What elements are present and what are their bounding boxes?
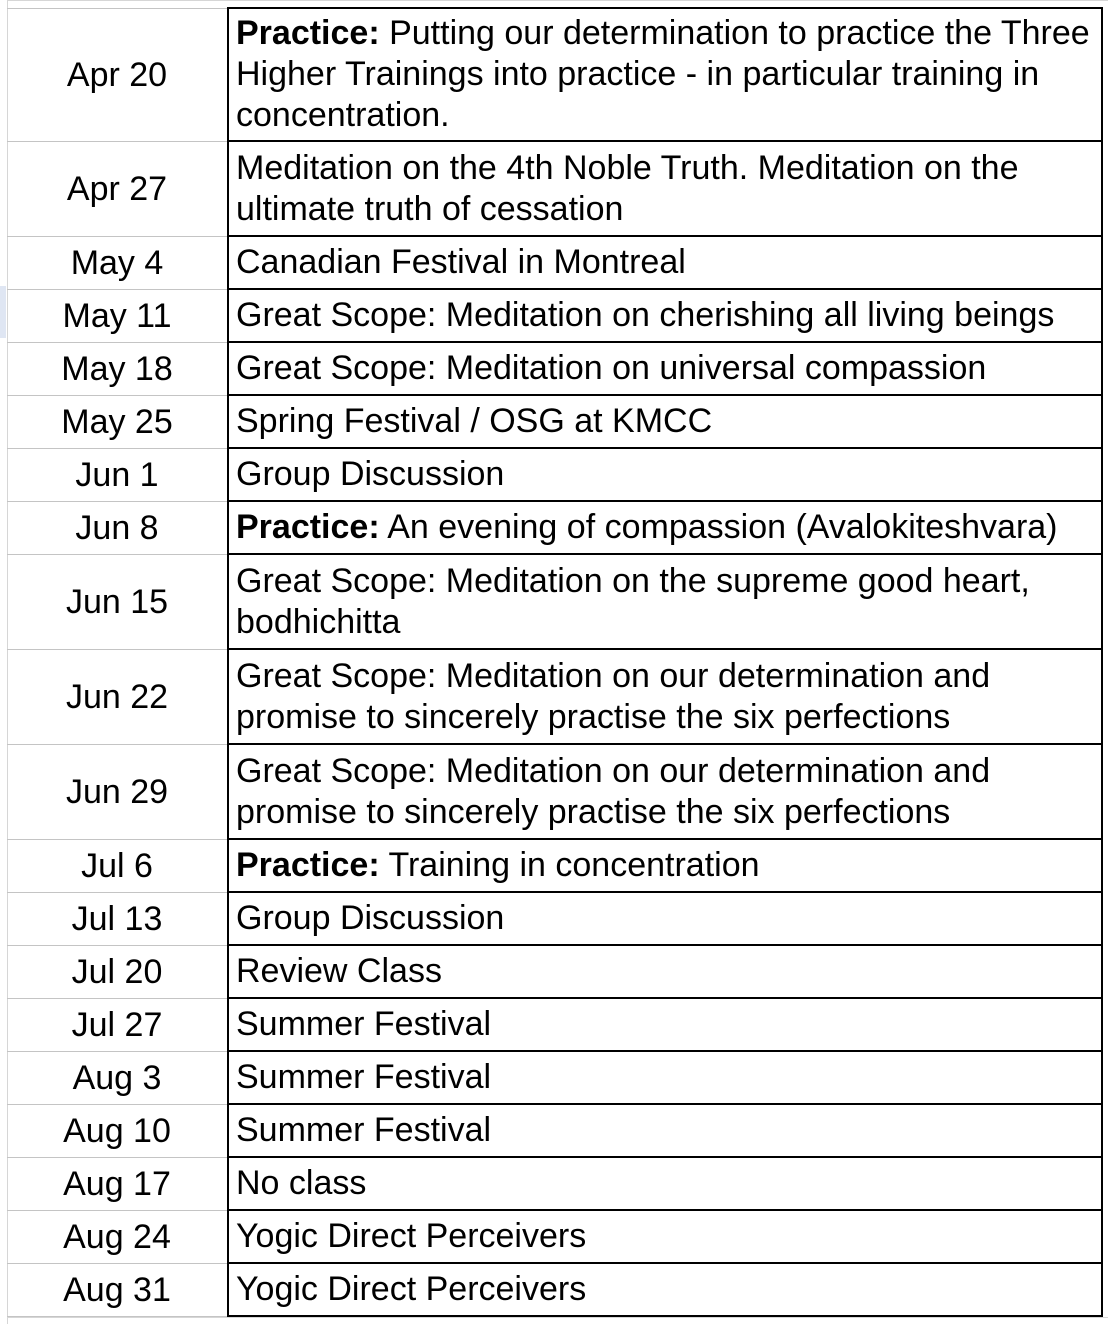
description-text: Training in concentration — [379, 846, 760, 884]
table-row[interactable] — [7, 342, 1102, 395]
date-cell[interactable]: Jun 22 — [7, 649, 228, 744]
description-cell[interactable] — [228, 501, 1102, 554]
description-text: Summer Festival — [236, 1058, 492, 1096]
description-cell[interactable] — [228, 1104, 1102, 1157]
date-cell[interactable]: May 11 — [7, 289, 228, 342]
date-cell[interactable]: May 18 — [7, 342, 228, 395]
description-text: An evening of compassion (Avalokiteshvara) — [379, 508, 1058, 546]
description-text: Yogic Direct Perceivers — [236, 1217, 587, 1255]
description-text: Great Scope: Meditation on cherishing all living beings — [236, 296, 1055, 334]
description-text: Great Scope: Meditation on our determination and promise to sincerely practise the six perfections — [236, 656, 991, 736]
description-text: Group Discussion — [236, 455, 505, 493]
date-cell[interactable]: Jul 20 — [7, 945, 228, 998]
date-cell[interactable]: Apr 27 — [7, 141, 228, 236]
date-cell[interactable]: May 4 — [7, 236, 228, 289]
description-cell[interactable] — [228, 649, 1102, 744]
description-text: Putting our determination to practice the Three Higher Trainings into practice - in particular training in concentration. — [236, 14, 1090, 134]
date-cell[interactable]: Jun 29 — [7, 744, 228, 839]
description-cell[interactable] — [228, 1263, 1102, 1316]
table-row[interactable] — [7, 1210, 1102, 1263]
table-row[interactable] — [7, 945, 1102, 998]
description-cell[interactable] — [228, 236, 1102, 289]
description-cell[interactable] — [228, 289, 1102, 342]
description-cell[interactable] — [228, 448, 1102, 501]
date-cell[interactable]: Aug 3 — [7, 1051, 228, 1104]
table-row[interactable] — [7, 1263, 1102, 1316]
date-cell[interactable]: Aug 10 — [7, 1104, 228, 1157]
description-cell[interactable] — [228, 998, 1102, 1051]
description-cell[interactable] — [228, 395, 1102, 448]
table-row[interactable] — [7, 1104, 1102, 1157]
description-text: Canadian Festival in Montreal — [236, 243, 686, 281]
date-cell[interactable]: Jun 1 — [7, 448, 228, 501]
table-row[interactable] — [7, 448, 1102, 501]
description-cell[interactable] — [228, 1157, 1102, 1210]
date-cell[interactable]: Jun 8 — [7, 501, 228, 554]
description-text: Spring Festival / OSG at KMCC — [236, 402, 713, 440]
table-row[interactable] — [7, 744, 1102, 839]
date-cell[interactable]: Aug 17 — [7, 1157, 228, 1210]
description-text: Great Scope: Meditation on our determination and promise to sincerely practise the six perfections — [236, 751, 991, 831]
date-cell[interactable]: Jun 15 — [7, 554, 228, 649]
row-selection-marker — [0, 286, 6, 338]
practice-label: Practice: — [236, 14, 380, 52]
date-cell[interactable]: May 25 — [7, 395, 228, 448]
table-row[interactable] — [7, 289, 1102, 342]
description-cell[interactable] — [228, 892, 1102, 945]
table-row[interactable] — [7, 998, 1102, 1051]
date-cell[interactable]: Jul 6 — [7, 839, 228, 892]
description-text: Great Scope: Meditation on universal compassion — [236, 349, 987, 387]
description-text: Group Discussion — [236, 899, 505, 937]
table-row[interactable] — [7, 8, 1102, 141]
table-row[interactable] — [7, 395, 1102, 448]
table-row[interactable] — [7, 839, 1102, 892]
description-cell[interactable] — [228, 839, 1102, 892]
table-row[interactable] — [7, 236, 1102, 289]
description-text: Meditation on the 4th Noble Truth. Meditation on the ultimate truth of cessation — [236, 148, 1019, 228]
description-text: Yogic Direct Perceivers — [236, 1270, 587, 1308]
table-row[interactable] — [7, 1157, 1102, 1210]
schedule-table — [7, 7, 1103, 1317]
description-cell[interactable] — [228, 945, 1102, 998]
table-row[interactable] — [7, 501, 1102, 554]
description-cell[interactable] — [228, 554, 1102, 649]
table-row[interactable] — [7, 141, 1102, 236]
date-cell[interactable]: Jul 13 — [7, 892, 228, 945]
date-cell[interactable]: Aug 31 — [7, 1263, 228, 1316]
gridline-bottom — [7, 1317, 1108, 1318]
description-text: Summer Festival — [236, 1005, 492, 1043]
date-cell[interactable]: Jul 27 — [7, 998, 228, 1051]
table-row[interactable] — [7, 649, 1102, 744]
gridline-top — [8, 0, 1108, 1]
description-text: Summer Festival — [236, 1111, 492, 1149]
practice-label: Practice: — [236, 846, 380, 884]
practice-label: Practice: — [236, 508, 380, 546]
table-row[interactable] — [7, 554, 1102, 649]
description-text: Review Class — [236, 952, 442, 990]
description-cell[interactable] — [228, 1051, 1102, 1104]
description-text: No class — [236, 1164, 367, 1202]
description-cell[interactable] — [228, 141, 1102, 236]
description-cell[interactable] — [228, 744, 1102, 839]
description-text: Great Scope: Meditation on the supreme good heart, bodhichitta — [236, 561, 1030, 641]
description-cell[interactable] — [228, 8, 1102, 141]
table-row[interactable] — [7, 892, 1102, 945]
date-cell[interactable]: Apr 20 — [7, 8, 228, 141]
schedule-body — [7, 8, 1102, 1316]
description-cell[interactable] — [228, 1210, 1102, 1263]
date-cell[interactable]: Aug 24 — [7, 1210, 228, 1263]
table-row[interactable] — [7, 1051, 1102, 1104]
description-cell[interactable] — [228, 342, 1102, 395]
